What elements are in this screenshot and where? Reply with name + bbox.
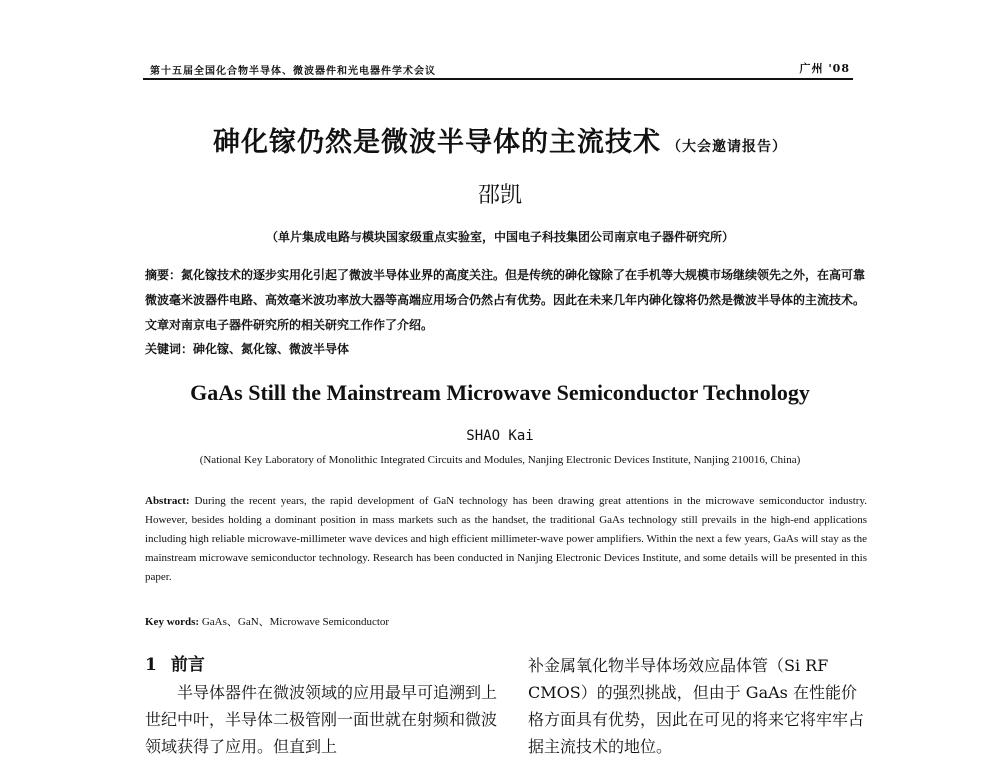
chinese-title-note: （大会邀请报告） xyxy=(667,139,787,155)
english-abstract-text: During the recent years, the rapid development of GaN technology has been drawing great attentions in the microwave semiconductor industry. However, besides holding a dominant position in mass markets such as the handset, the traditional GaAs technology still prevails in the high-end applications including high reliable microwave-millimeter wave devices and high efficient millimeter-wave power amplifiers. Within the next a few years, GaAs will stay as the mainstream microwave semiconductor technology. Research has been conducted in Nanjing Electronic Devices Institute, and some details will be presented in this paper. xyxy=(145,495,868,583)
section-title: 前言 xyxy=(170,655,205,675)
chinese-affiliation: （单片集成电路与模块国家级重点实验室，中国电子科技集团公司南京电子器件研究所） xyxy=(265,230,734,244)
body-paragraph-right: 补金属氧化物半导体场效应晶体管（Si RF CMOS）的强烈挑战，但由于 GaAs 在性能价格方面具有优势，因此在可见的将来它将牢牢占据主流技术的地位。 xyxy=(528,656,865,756)
english-title: GaAs Still the Mainstream Microwave Semiconductor Technology xyxy=(190,380,810,405)
english-keywords-text: GaAs、GaN、Microwave Semiconductor xyxy=(201,616,390,628)
body-column-right xyxy=(528,652,868,760)
conference-venue: 广州 '08 xyxy=(799,62,850,75)
chinese-abstract: 摘要：氮化镓技术的逐步实用化引起了微波半导体业界的高度关注。但是传统的砷化镓除了在手机等大规模市场继续领先之外，在高可靠微波毫米波器件电路、高效毫米波功率放大器等高端应用场合仍然占有优势。因此在未来几年内砷化镓将仍然是微波半导体的主流技术。文章对南京电子器件研究所的相关研究工作作了介绍。 xyxy=(145,268,866,332)
english-abstract xyxy=(145,492,867,587)
chinese-keywords: 关键词：砷化镓、氮化镓、微波半导体 xyxy=(145,342,350,356)
chinese-title-main: 砷化镓仍然是微波半导体的主流技术 xyxy=(213,127,661,158)
section-number: 1 xyxy=(145,655,157,675)
header-rule xyxy=(143,78,853,80)
section-heading xyxy=(145,652,500,679)
conference-name: 第十五届全国化合物半导体、微波器件和光电器件学术会议 xyxy=(150,66,436,77)
english-keywords xyxy=(145,613,865,629)
chinese-author: 邵凯 xyxy=(477,183,522,208)
running-header xyxy=(150,60,850,78)
body-paragraph-left: 半导体器件在微波领域的应用最早可追溯到上世纪中叶，半导体二极管刚一面世就在射频和微波领域获得了应用。但直到上 xyxy=(145,683,498,756)
body-column-left xyxy=(145,652,500,760)
chinese-title xyxy=(140,120,860,159)
english-affiliation: (National Key Laboratory of Monolithic Integrated Circuits and Modules, Nanjing Electronic Devices Institute, Nanjing 210016, China) xyxy=(199,454,801,466)
english-keywords-label: Key words: xyxy=(145,616,200,628)
english-abstract-label: Abstract: xyxy=(145,495,190,507)
english-author: SHAO Kai xyxy=(466,428,534,444)
